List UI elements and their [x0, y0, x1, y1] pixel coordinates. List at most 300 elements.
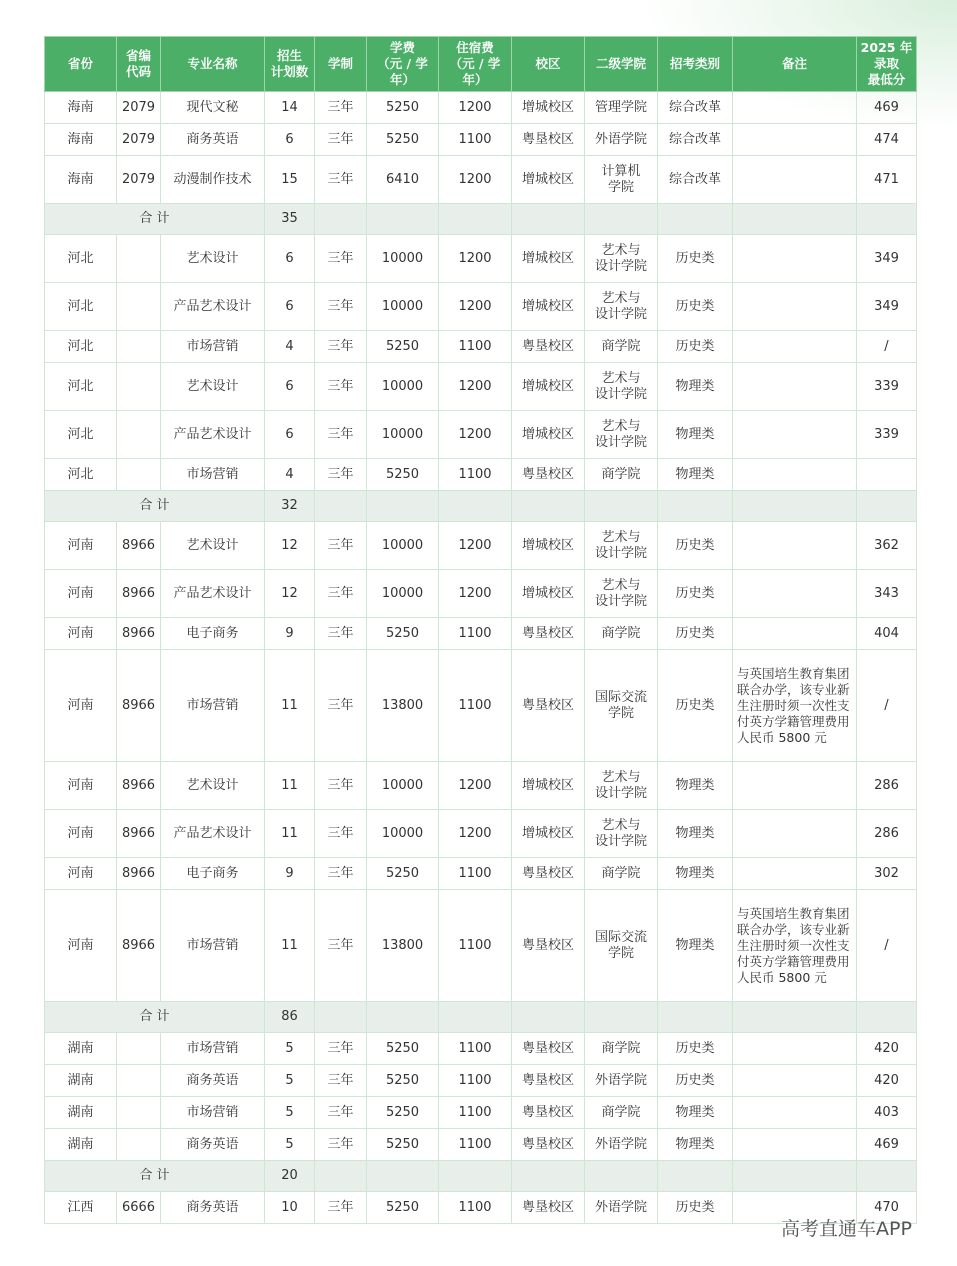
cell-dorm-fee: 1200	[439, 411, 512, 459]
subtotal-empty-cell	[733, 204, 857, 235]
cell-province: 河北	[45, 459, 117, 491]
cell-major-name: 市场营销	[161, 650, 265, 762]
table-row	[45, 1033, 917, 1065]
cell-tuition: 10000	[367, 363, 439, 411]
cell-college: 艺术与 设计学院	[585, 810, 658, 858]
cell-remark	[733, 331, 857, 363]
cell-plan-count: 6	[265, 411, 315, 459]
cell-min-score: 349	[857, 283, 917, 331]
subtotal-empty-cell	[367, 1002, 439, 1033]
subtotal-empty-cell	[585, 1161, 658, 1192]
subtotal-row	[45, 1161, 917, 1192]
cell-exam-category: 综合改革	[658, 156, 733, 204]
header-province: 省份	[45, 37, 117, 92]
cell-remark	[733, 124, 857, 156]
subtotal-label: 合 计	[45, 204, 265, 235]
cell-min-score: 403	[857, 1097, 917, 1129]
cell-campus: 增城校区	[512, 363, 585, 411]
subtotal-label: 合 计	[45, 1161, 265, 1192]
cell-campus: 粤垦校区	[512, 1033, 585, 1065]
cell-dorm-fee: 1200	[439, 156, 512, 204]
cell-plan-count: 10	[265, 1192, 315, 1224]
cell-tuition: 10000	[367, 235, 439, 283]
cell-province-code	[117, 459, 161, 491]
cell-major-name: 产品艺术设计	[161, 411, 265, 459]
cell-min-score: 339	[857, 411, 917, 459]
subtotal-value: 35	[265, 204, 315, 235]
cell-min-score: 343	[857, 570, 917, 618]
cell-min-score: 420	[857, 1033, 917, 1065]
cell-min-score: /	[857, 890, 917, 1002]
cell-province: 海南	[45, 156, 117, 204]
cell-exam-category: 历史类	[658, 1192, 733, 1224]
cell-dorm-fee: 1100	[439, 890, 512, 1002]
cell-province: 湖南	[45, 1065, 117, 1097]
cell-plan-count: 5	[265, 1033, 315, 1065]
header-min-score: 2025 年 录取 最低分	[857, 37, 917, 92]
cell-province: 海南	[45, 92, 117, 124]
cell-exam-category: 物理类	[658, 810, 733, 858]
cell-tuition: 6410	[367, 156, 439, 204]
cell-exam-category: 物理类	[658, 762, 733, 810]
cell-plan-count: 4	[265, 331, 315, 363]
cell-remark	[733, 363, 857, 411]
cell-exam-category: 历史类	[658, 570, 733, 618]
table-row	[45, 570, 917, 618]
cell-dorm-fee: 1200	[439, 810, 512, 858]
cell-campus: 粤垦校区	[512, 1129, 585, 1161]
cell-province: 河南	[45, 858, 117, 890]
cell-college: 计算机 学院	[585, 156, 658, 204]
subtotal-empty-cell	[439, 1161, 512, 1192]
cell-duration: 三年	[315, 1033, 367, 1065]
subtotal-empty-cell	[512, 491, 585, 522]
cell-province: 湖南	[45, 1097, 117, 1129]
cell-campus: 增城校区	[512, 522, 585, 570]
cell-province: 河南	[45, 650, 117, 762]
cell-major-name: 商务英语	[161, 1129, 265, 1161]
cell-college: 艺术与 设计学院	[585, 363, 658, 411]
table-row	[45, 156, 917, 204]
cell-province: 江西	[45, 1192, 117, 1224]
cell-province-code: 8966	[117, 522, 161, 570]
cell-tuition: 5250	[367, 124, 439, 156]
subtotal-empty-cell	[585, 204, 658, 235]
cell-duration: 三年	[315, 235, 367, 283]
cell-campus: 增城校区	[512, 762, 585, 810]
cell-college: 商学院	[585, 858, 658, 890]
cell-college: 商学院	[585, 1097, 658, 1129]
header-province-code: 省编 代码	[117, 37, 161, 92]
cell-tuition: 10000	[367, 411, 439, 459]
cell-duration: 三年	[315, 1097, 367, 1129]
table-header	[45, 37, 917, 92]
cell-dorm-fee: 1200	[439, 283, 512, 331]
subtotal-row	[45, 1002, 917, 1033]
cell-tuition: 10000	[367, 283, 439, 331]
cell-exam-category: 历史类	[658, 283, 733, 331]
subtotal-empty-cell	[658, 491, 733, 522]
cell-province-code: 2079	[117, 124, 161, 156]
cell-campus: 增城校区	[512, 92, 585, 124]
subtotal-empty-cell	[857, 491, 917, 522]
cell-tuition: 5250	[367, 331, 439, 363]
cell-major-name: 艺术设计	[161, 762, 265, 810]
subtotal-value: 32	[265, 491, 315, 522]
table-row	[45, 235, 917, 283]
cell-plan-count: 5	[265, 1097, 315, 1129]
cell-min-score: 349	[857, 235, 917, 283]
table-row	[45, 810, 917, 858]
cell-major-name: 电子商务	[161, 858, 265, 890]
subtotal-empty-cell	[512, 204, 585, 235]
cell-plan-count: 11	[265, 650, 315, 762]
cell-major-name: 艺术设计	[161, 235, 265, 283]
cell-plan-count: 6	[265, 124, 315, 156]
cell-plan-count: 12	[265, 522, 315, 570]
cell-dorm-fee: 1100	[439, 1065, 512, 1097]
cell-province-code	[117, 363, 161, 411]
cell-exam-category: 历史类	[658, 235, 733, 283]
subtotal-empty-cell	[367, 204, 439, 235]
subtotal-empty-cell	[439, 491, 512, 522]
cell-province-code: 2079	[117, 92, 161, 124]
subtotal-value: 86	[265, 1002, 315, 1033]
table-row	[45, 363, 917, 411]
cell-college: 艺术与 设计学院	[585, 283, 658, 331]
cell-campus: 增城校区	[512, 570, 585, 618]
cell-province: 海南	[45, 124, 117, 156]
cell-exam-category: 物理类	[658, 459, 733, 491]
cell-province-code	[117, 1129, 161, 1161]
header-tuition: 学费 （元 / 学年）	[367, 37, 439, 92]
cell-campus: 粤垦校区	[512, 1065, 585, 1097]
cell-exam-category: 物理类	[658, 1129, 733, 1161]
cell-duration: 三年	[315, 618, 367, 650]
table-row	[45, 283, 917, 331]
cell-province-code: 8966	[117, 858, 161, 890]
cell-dorm-fee: 1100	[439, 1097, 512, 1129]
subtotal-empty-cell	[439, 204, 512, 235]
cell-major-name: 艺术设计	[161, 522, 265, 570]
cell-remark	[733, 762, 857, 810]
subtotal-value: 20	[265, 1161, 315, 1192]
cell-college: 艺术与 设计学院	[585, 235, 658, 283]
cell-min-score: /	[857, 650, 917, 762]
cell-plan-count: 11	[265, 810, 315, 858]
table-row	[45, 92, 917, 124]
cell-remark	[733, 1033, 857, 1065]
cell-college: 管理学院	[585, 92, 658, 124]
header-college: 二级学院	[585, 37, 658, 92]
cell-remark	[733, 283, 857, 331]
cell-exam-category: 历史类	[658, 1033, 733, 1065]
cell-plan-count: 5	[265, 1065, 315, 1097]
cell-province: 河南	[45, 570, 117, 618]
cell-college: 商学院	[585, 618, 658, 650]
cell-dorm-fee: 1200	[439, 570, 512, 618]
cell-college: 艺术与 设计学院	[585, 522, 658, 570]
cell-duration: 三年	[315, 1129, 367, 1161]
cell-remark: 与英国培生教育集团联合办学，该专业新生注册时须一次性支付英方学籍管理费用人民币 5800 元	[733, 650, 857, 762]
cell-province: 河北	[45, 363, 117, 411]
cell-dorm-fee: 1200	[439, 363, 512, 411]
cell-college: 外语学院	[585, 1065, 658, 1097]
cell-exam-category: 历史类	[658, 522, 733, 570]
cell-province: 河南	[45, 890, 117, 1002]
cell-major-name: 商务英语	[161, 1065, 265, 1097]
cell-exam-category: 历史类	[658, 331, 733, 363]
cell-province-code: 8966	[117, 570, 161, 618]
cell-duration: 三年	[315, 331, 367, 363]
cell-dorm-fee: 1100	[439, 650, 512, 762]
cell-college: 商学院	[585, 459, 658, 491]
cell-dorm-fee: 1100	[439, 331, 512, 363]
cell-tuition: 10000	[367, 522, 439, 570]
cell-plan-count: 11	[265, 762, 315, 810]
cell-major-name: 产品艺术设计	[161, 570, 265, 618]
subtotal-empty-cell	[857, 204, 917, 235]
cell-dorm-fee: 1100	[439, 1192, 512, 1224]
cell-province-code	[117, 1033, 161, 1065]
cell-remark	[733, 618, 857, 650]
cell-college: 艺术与 设计学院	[585, 411, 658, 459]
cell-duration: 三年	[315, 156, 367, 204]
cell-duration: 三年	[315, 411, 367, 459]
subtotal-empty-cell	[512, 1161, 585, 1192]
cell-province-code: 8966	[117, 650, 161, 762]
cell-province: 河南	[45, 522, 117, 570]
table-row	[45, 890, 917, 1002]
cell-dorm-fee: 1200	[439, 92, 512, 124]
cell-major-name: 电子商务	[161, 618, 265, 650]
cell-campus: 粤垦校区	[512, 1192, 585, 1224]
cell-college: 外语学院	[585, 1192, 658, 1224]
cell-exam-category: 综合改革	[658, 124, 733, 156]
table-row	[45, 124, 917, 156]
cell-duration: 三年	[315, 650, 367, 762]
subtotal-empty-cell	[367, 1161, 439, 1192]
cell-campus: 粤垦校区	[512, 858, 585, 890]
cell-min-score: 362	[857, 522, 917, 570]
cell-major-name: 市场营销	[161, 890, 265, 1002]
cell-major-name: 商务英语	[161, 124, 265, 156]
cell-province: 河北	[45, 283, 117, 331]
cell-min-score: /	[857, 331, 917, 363]
cell-campus: 粤垦校区	[512, 618, 585, 650]
cell-duration: 三年	[315, 363, 367, 411]
cell-plan-count: 12	[265, 570, 315, 618]
cell-min-score: 474	[857, 124, 917, 156]
cell-duration: 三年	[315, 890, 367, 1002]
cell-remark	[733, 522, 857, 570]
subtotal-empty-cell	[857, 1161, 917, 1192]
cell-campus: 粤垦校区	[512, 331, 585, 363]
cell-dorm-fee: 1100	[439, 1129, 512, 1161]
cell-remark: 与英国培生教育集团联合办学，该专业新生注册时须一次性支付英方学籍管理费用人民币 5800 元	[733, 890, 857, 1002]
subtotal-empty-cell	[315, 204, 367, 235]
table-row	[45, 762, 917, 810]
cell-min-score	[857, 459, 917, 491]
cell-province-code: 8966	[117, 890, 161, 1002]
subtotal-row	[45, 204, 917, 235]
cell-dorm-fee: 1100	[439, 858, 512, 890]
cell-college: 艺术与 设计学院	[585, 570, 658, 618]
cell-min-score: 471	[857, 156, 917, 204]
header-major-name: 专业名称	[161, 37, 265, 92]
cell-remark	[733, 411, 857, 459]
cell-remark	[733, 459, 857, 491]
cell-province: 河南	[45, 810, 117, 858]
cell-duration: 三年	[315, 459, 367, 491]
cell-remark	[733, 570, 857, 618]
subtotal-row	[45, 491, 917, 522]
table-row	[45, 1097, 917, 1129]
cell-duration: 三年	[315, 810, 367, 858]
cell-campus: 增城校区	[512, 283, 585, 331]
cell-province: 河北	[45, 235, 117, 283]
cell-college: 外语学院	[585, 1129, 658, 1161]
cell-duration: 三年	[315, 92, 367, 124]
cell-province-code	[117, 235, 161, 283]
subtotal-empty-cell	[315, 491, 367, 522]
cell-tuition: 5250	[367, 459, 439, 491]
cell-exam-category: 物理类	[658, 411, 733, 459]
cell-dorm-fee: 1200	[439, 762, 512, 810]
subtotal-empty-cell	[585, 1002, 658, 1033]
table-row	[45, 459, 917, 491]
cell-campus: 增城校区	[512, 156, 585, 204]
cell-dorm-fee: 1100	[439, 618, 512, 650]
cell-plan-count: 9	[265, 618, 315, 650]
cell-tuition: 10000	[367, 810, 439, 858]
cell-province-code: 8966	[117, 810, 161, 858]
cell-min-score: 286	[857, 810, 917, 858]
cell-province-code: 8966	[117, 762, 161, 810]
cell-min-score: 469	[857, 92, 917, 124]
cell-campus: 粤垦校区	[512, 1097, 585, 1129]
cell-tuition: 5250	[367, 1033, 439, 1065]
subtotal-label: 合 计	[45, 491, 265, 522]
table-row	[45, 331, 917, 363]
subtotal-empty-cell	[585, 491, 658, 522]
cell-remark	[733, 1129, 857, 1161]
cell-min-score: 470	[857, 1192, 917, 1224]
cell-duration: 三年	[315, 283, 367, 331]
cell-college: 国际交流 学院	[585, 890, 658, 1002]
subtotal-empty-cell	[315, 1161, 367, 1192]
cell-min-score: 286	[857, 762, 917, 810]
cell-plan-count: 4	[265, 459, 315, 491]
table-row	[45, 650, 917, 762]
cell-province-code	[117, 1097, 161, 1129]
cell-college: 商学院	[585, 1033, 658, 1065]
table-row	[45, 618, 917, 650]
cell-campus: 增城校区	[512, 411, 585, 459]
cell-duration: 三年	[315, 762, 367, 810]
cell-min-score: 469	[857, 1129, 917, 1161]
cell-college: 商学院	[585, 331, 658, 363]
cell-duration: 三年	[315, 522, 367, 570]
cell-exam-category: 物理类	[658, 1097, 733, 1129]
cell-exam-category: 物理类	[658, 858, 733, 890]
cell-remark	[733, 858, 857, 890]
cell-remark	[733, 810, 857, 858]
cell-major-name: 产品艺术设计	[161, 810, 265, 858]
header-remark: 备注	[733, 37, 857, 92]
cell-exam-category: 物理类	[658, 890, 733, 1002]
cell-tuition: 13800	[367, 890, 439, 1002]
cell-tuition: 5250	[367, 1129, 439, 1161]
cell-tuition: 5250	[367, 858, 439, 890]
cell-exam-category: 历史类	[658, 618, 733, 650]
subtotal-empty-cell	[658, 204, 733, 235]
cell-major-name: 现代文秘	[161, 92, 265, 124]
cell-major-name: 市场营销	[161, 459, 265, 491]
cell-province: 河北	[45, 411, 117, 459]
cell-major-name: 市场营销	[161, 1033, 265, 1065]
cell-duration: 三年	[315, 570, 367, 618]
cell-plan-count: 11	[265, 890, 315, 1002]
cell-province: 河南	[45, 618, 117, 650]
admission-plan-table	[44, 36, 917, 1224]
cell-province-code: 2079	[117, 156, 161, 204]
cell-min-score: 302	[857, 858, 917, 890]
cell-tuition: 10000	[367, 762, 439, 810]
cell-major-name: 商务英语	[161, 1192, 265, 1224]
header-dorm-fee: 住宿费 （元 / 学年）	[439, 37, 512, 92]
subtotal-empty-cell	[658, 1002, 733, 1033]
header-exam-category: 招考类别	[658, 37, 733, 92]
cell-min-score: 420	[857, 1065, 917, 1097]
cell-tuition: 5250	[367, 1097, 439, 1129]
cell-tuition: 5250	[367, 1192, 439, 1224]
subtotal-label: 合 计	[45, 1002, 265, 1033]
cell-duration: 三年	[315, 124, 367, 156]
subtotal-empty-cell	[439, 1002, 512, 1033]
cell-campus: 粤垦校区	[512, 650, 585, 762]
cell-remark	[733, 1065, 857, 1097]
cell-province: 河南	[45, 762, 117, 810]
cell-province: 河北	[45, 331, 117, 363]
subtotal-empty-cell	[367, 491, 439, 522]
cell-campus: 增城校区	[512, 810, 585, 858]
cell-dorm-fee: 1200	[439, 235, 512, 283]
table-row	[45, 1065, 917, 1097]
cell-major-name: 艺术设计	[161, 363, 265, 411]
cell-tuition: 13800	[367, 650, 439, 762]
cell-dorm-fee: 1100	[439, 1033, 512, 1065]
cell-duration: 三年	[315, 858, 367, 890]
cell-remark	[733, 156, 857, 204]
cell-province-code: 8966	[117, 618, 161, 650]
cell-campus: 增城校区	[512, 235, 585, 283]
cell-dorm-fee: 1200	[439, 522, 512, 570]
header-duration: 学制	[315, 37, 367, 92]
cell-province: 湖南	[45, 1129, 117, 1161]
subtotal-empty-cell	[733, 491, 857, 522]
subtotal-empty-cell	[658, 1161, 733, 1192]
cell-duration: 三年	[315, 1065, 367, 1097]
cell-campus: 粤垦校区	[512, 890, 585, 1002]
cell-province-code	[117, 283, 161, 331]
header-plan-count: 招生 计划数	[265, 37, 315, 92]
cell-dorm-fee: 1100	[439, 124, 512, 156]
cell-province-code	[117, 411, 161, 459]
cell-province-code: 6666	[117, 1192, 161, 1224]
cell-duration: 三年	[315, 1192, 367, 1224]
cell-plan-count: 14	[265, 92, 315, 124]
